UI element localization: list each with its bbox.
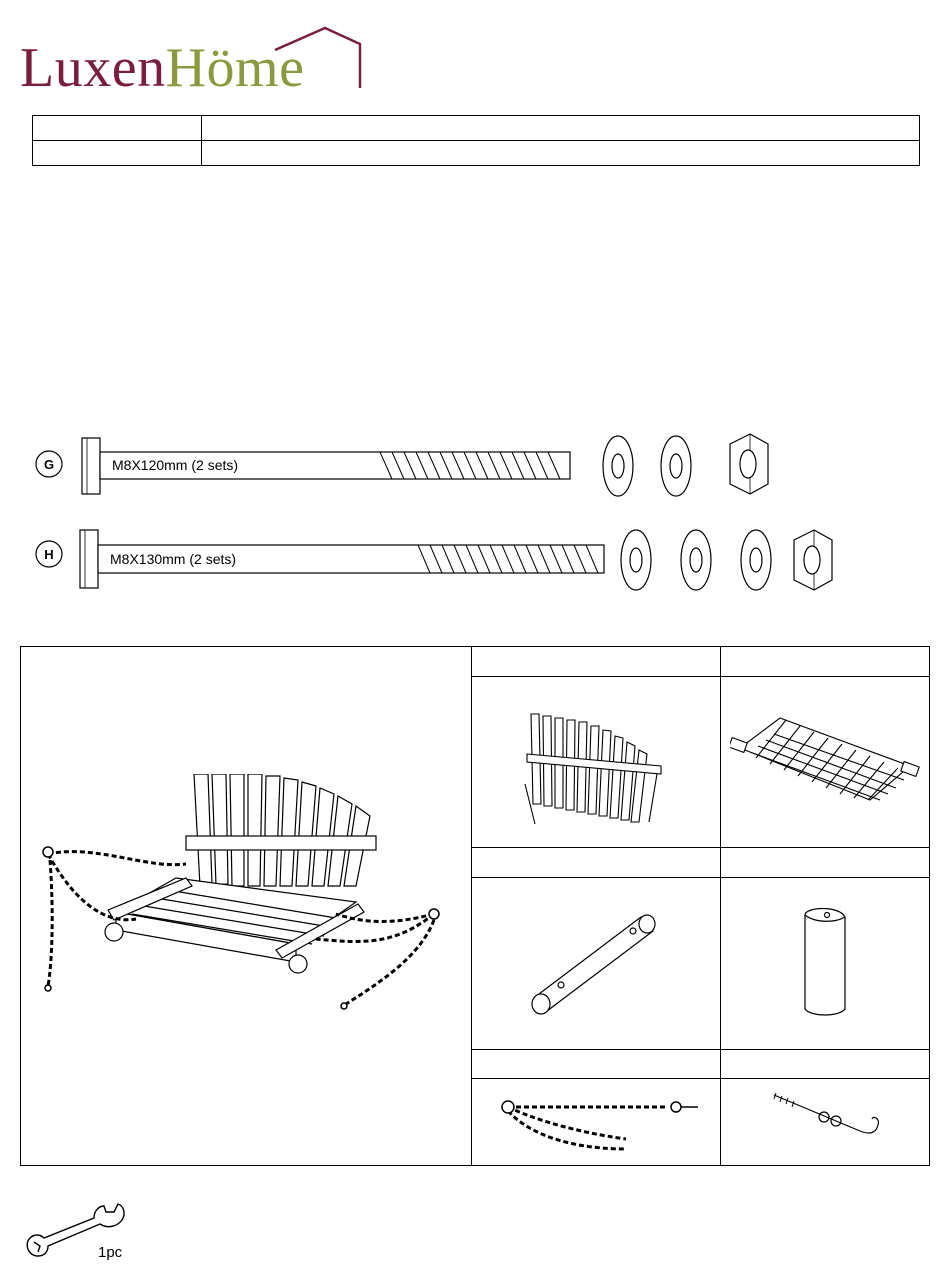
part-image-cell <box>472 676 721 848</box>
brand-logo <box>20 22 365 99</box>
washer-icon <box>741 530 771 590</box>
bolt-head <box>80 530 98 588</box>
bolt-label: M8X130mm (2 sets) <box>110 551 237 567</box>
backrest-illustration <box>521 694 671 824</box>
part-label-cell <box>472 1049 721 1079</box>
part-image-cell <box>721 877 930 1049</box>
hex-nut-icon <box>794 530 832 590</box>
part-label-cell <box>472 848 721 878</box>
part-label-cell <box>472 647 721 677</box>
hardware-h-diagram <box>30 522 850 594</box>
logo-text <box>20 37 305 99</box>
info-row <box>33 116 920 141</box>
bolt-label: M8X120mm (2 sets) <box>112 457 239 473</box>
assembled-swing-cell <box>21 647 472 1166</box>
washer-icon <box>681 530 711 590</box>
info-row <box>33 141 920 166</box>
wrench-quantity: 1pc <box>98 1244 123 1261</box>
hardware-g-diagram <box>30 430 790 502</box>
table-row <box>21 647 930 677</box>
washer-icon <box>621 530 651 590</box>
hardware-letter: G <box>43 457 55 472</box>
porch-swing-illustration <box>36 774 456 1034</box>
part-image-cell <box>721 676 930 848</box>
part-image-cell <box>472 877 721 1049</box>
spacer-block-illustration <box>785 901 865 1021</box>
logo-text-part1: Luxen <box>20 37 166 99</box>
hardware-letter: H <box>44 547 54 562</box>
part-label-cell <box>721 848 930 878</box>
part-label-cell <box>721 1049 930 1079</box>
bolt-head <box>82 438 100 494</box>
logo-text-part2: Höme <box>165 37 305 99</box>
seat-illustration <box>730 704 920 814</box>
hex-nut-icon <box>730 434 768 494</box>
part-image-cell <box>472 1079 721 1166</box>
part-image-cell <box>721 1079 930 1166</box>
header-info-table <box>32 115 920 166</box>
eye-hook-illustration <box>760 1085 890 1155</box>
parts-table <box>20 646 930 1166</box>
part-label-cell <box>721 647 930 677</box>
rod-illustration <box>521 901 671 1021</box>
chain-illustration <box>486 1085 706 1155</box>
washer-icon <box>661 436 691 496</box>
washer-icon <box>603 436 633 496</box>
